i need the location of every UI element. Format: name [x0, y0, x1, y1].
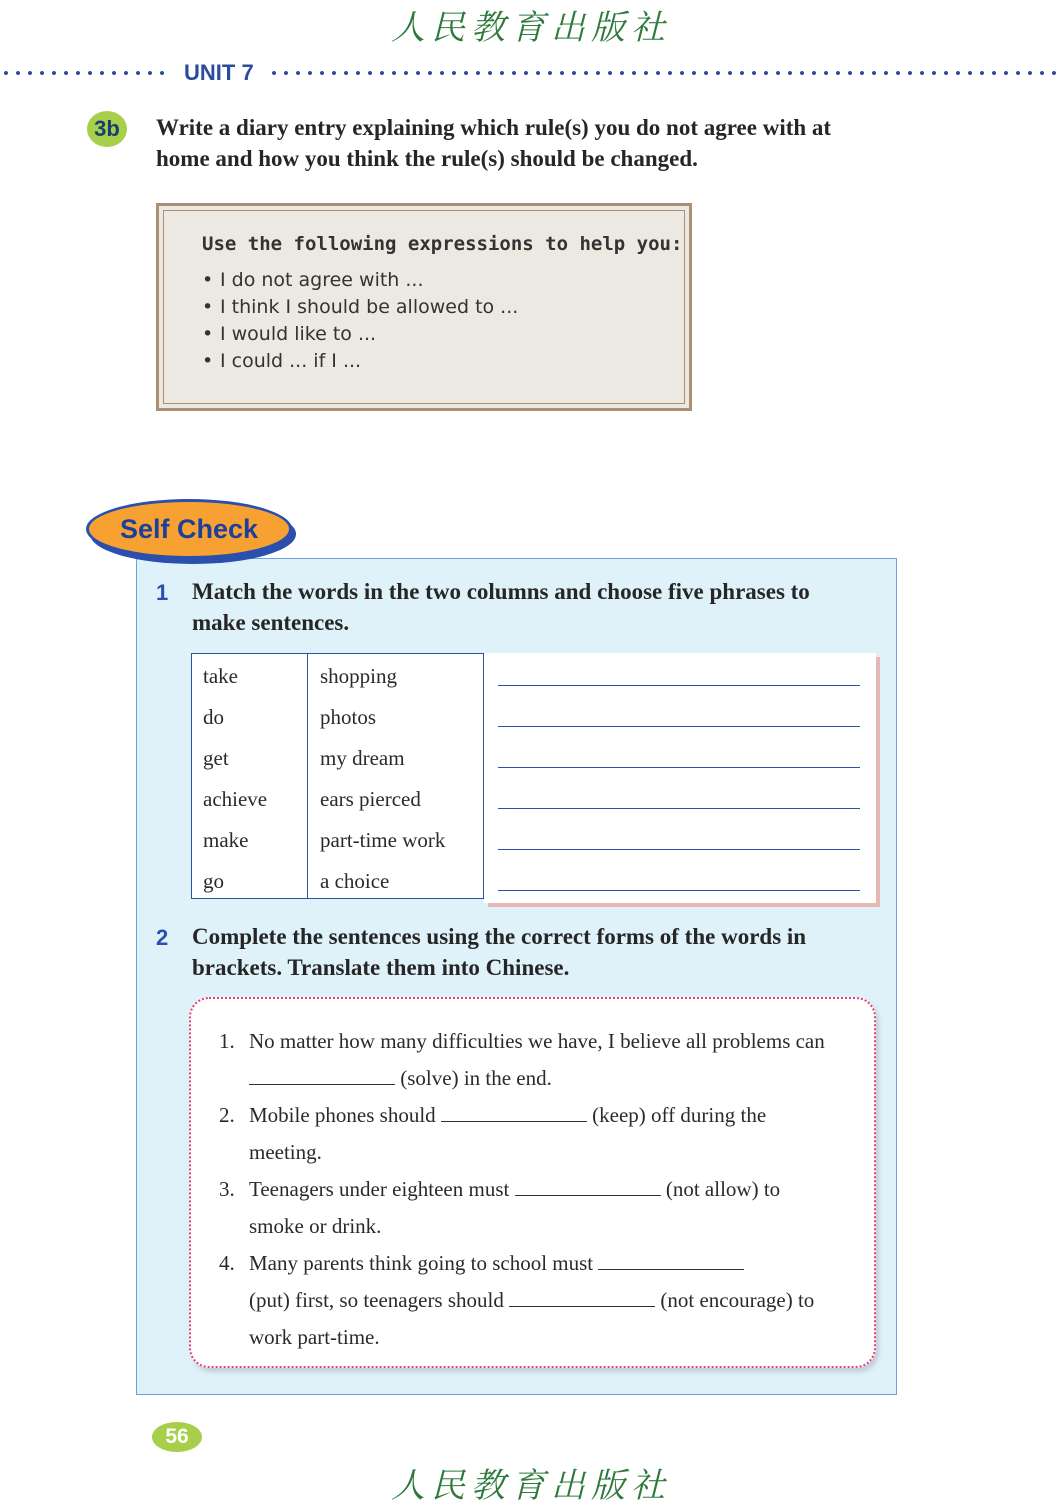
expression-item: • I think I should be allowed to ...	[202, 296, 519, 318]
expressions-title: Use the following expressions to help you:	[202, 233, 683, 255]
answer-lines-box	[484, 653, 876, 903]
publisher-logo-bottom: 人民教育出版社	[391, 1466, 671, 1504]
answer-blank[interactable]	[441, 1102, 587, 1122]
publisher-logo-top: 人民教育出版社	[391, 8, 671, 48]
expression-item: • I would like to ...	[202, 323, 377, 345]
question-line: brackets. Translate them into Chinese.	[192, 955, 570, 980]
expressions-box	[156, 203, 692, 411]
question-line: make sentences.	[192, 610, 350, 635]
self-check-badge: Self Check	[86, 499, 292, 559]
answer-line[interactable]	[498, 727, 860, 768]
dotted-divider-left	[0, 70, 172, 76]
answer-blank[interactable]	[249, 1065, 395, 1085]
answer-blank[interactable]	[598, 1250, 744, 1270]
instruction-line: home and how you think the rule(s) should be changed.	[156, 146, 698, 171]
sentence-item: 4. Many parents think going to school must (put) first, so teenagers should (not encourage) to work part-time.	[219, 1251, 815, 1349]
expression-item: • I do not agree with ...	[202, 269, 424, 291]
object-cell: photos	[320, 705, 377, 729]
column-a	[192, 654, 308, 898]
answer-line[interactable]	[498, 686, 860, 727]
object-cell: ears pierced	[320, 787, 421, 811]
answer-line[interactable]	[498, 653, 860, 686]
sentence-item: 1. No matter how many difficulties we have, I believe all problems can (solve) in the end.	[219, 1029, 825, 1090]
sentence-item: 3. Teenagers under eighteen must (not allow) to smoke or drink.	[219, 1177, 781, 1238]
answer-line[interactable]	[498, 809, 860, 850]
answer-line[interactable]	[498, 768, 860, 809]
verb-cell: achieve	[203, 787, 268, 811]
answer-blank[interactable]	[509, 1287, 655, 1307]
object-cell: a choice	[320, 869, 390, 893]
object-cell: my dream	[320, 746, 405, 770]
sentence-item: 2. Mobile phones should (keep) off during the meeting.	[219, 1103, 767, 1164]
verb-cell: do	[203, 705, 224, 729]
matching-table	[191, 653, 484, 899]
page-number: 56	[152, 1422, 202, 1452]
task-3b-instruction	[156, 112, 916, 174]
verb-cell: go	[203, 869, 224, 893]
verb-cell: make	[203, 828, 249, 852]
sentences-box	[189, 997, 876, 1368]
object-cell: part-time work	[320, 828, 446, 852]
verb-cell: take	[203, 664, 238, 688]
column-b	[308, 654, 483, 898]
verb-cell: get	[203, 746, 229, 770]
expression-item: • I could ... if I ...	[202, 350, 362, 372]
dotted-divider-right	[268, 70, 1062, 76]
question-1-text	[192, 576, 892, 638]
unit-header	[0, 60, 1062, 86]
unit-label: UNIT 7	[184, 60, 254, 85]
answer-blank[interactable]	[515, 1176, 661, 1196]
question-line: Match the words in the two columns and choose five phrases to	[192, 579, 810, 604]
instruction-line: Write a diary entry explaining which rule(s) you do not agree with at	[156, 115, 832, 140]
task-badge-3b: 3b	[87, 111, 127, 147]
question-2-text	[192, 921, 892, 983]
object-cell: shopping	[320, 664, 398, 688]
question-1-number: 1	[156, 580, 169, 605]
question-line: Complete the sentences using the correct forms of the words in	[192, 924, 807, 949]
answer-line[interactable]	[498, 850, 860, 891]
question-2-number: 2	[156, 925, 169, 950]
